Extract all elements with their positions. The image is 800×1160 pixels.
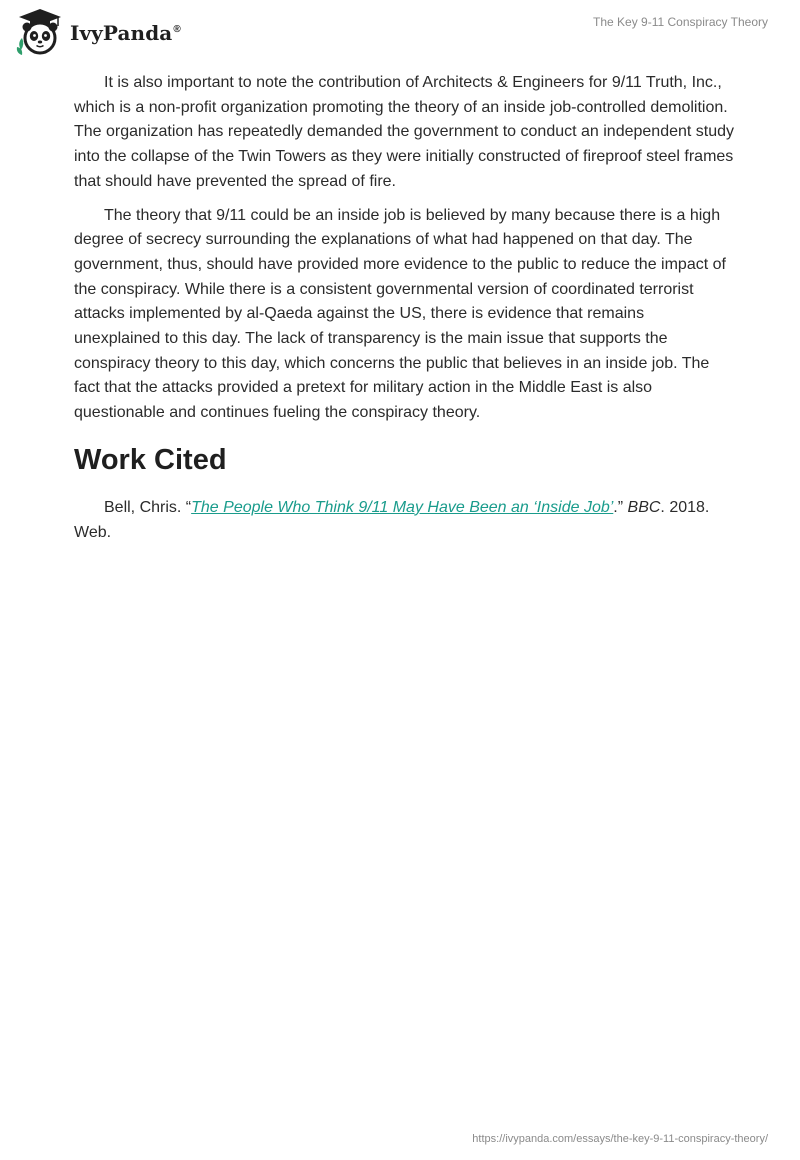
citation-source: BBC bbox=[627, 498, 661, 516]
footer-url[interactable]: https://ivypanda.com/essays/the-key-9-11-conspiracy-theory/ bbox=[472, 1133, 768, 1145]
registered-mark: ® bbox=[173, 24, 181, 36]
works-cited-heading: Work Cited bbox=[74, 443, 227, 476]
body-paragraph: It is also important to note the contribution of Architects & Engineers for 9/11 Truth, Inc., which is a non-profit organization promoting the theory of an inside job-controlled demolition. The organization has repeatedly demanded the government to conduct an independent study into the collapse of the Twin Towers as they were initially constructed of fireproof steel frames that should have prevented the spread of fire. bbox=[74, 74, 735, 190]
citation-author: Bell, Chris. “ bbox=[104, 498, 192, 516]
citation-entry bbox=[74, 496, 734, 545]
logo-wordmark bbox=[70, 21, 181, 45]
ivypanda-logo[interactable] bbox=[14, 6, 181, 58]
logo-name: IvyPanda bbox=[70, 21, 173, 45]
running-title: The Key 9-11 Conspiracy Theory bbox=[593, 15, 768, 29]
panda-logo-icon bbox=[14, 6, 66, 58]
citation-title-link[interactable]: The People Who Think 9/11 May Have Been an ‘Inside Job’ bbox=[191, 498, 614, 516]
citation-after-title: .” bbox=[613, 498, 628, 516]
citation-tail: . 2018. Web. bbox=[74, 498, 710, 541]
body-paragraph: The theory that 9/11 could be an inside job is believed by many because there is a high degree of secrecy surrounding the explanations of what had happened on that day. The government, thus, should have provided more evidence to the public to reduce the impact of the conspiracy. While there is a consistent governmental version of coordinated terrorist attacks implemented by al-Qaeda against the US, there is evidence that remains unexplained to this day. The lack of transparency is the main issue that supports the conspiracy theory to this day, which concerns the public that believes in an inside job. The fact that the attacks provided a pretext for military action in the Middle East is also questionable and continues fueling the conspiracy theory. bbox=[74, 206, 726, 422]
essay-content bbox=[74, 71, 734, 545]
page-header bbox=[0, 0, 800, 62]
